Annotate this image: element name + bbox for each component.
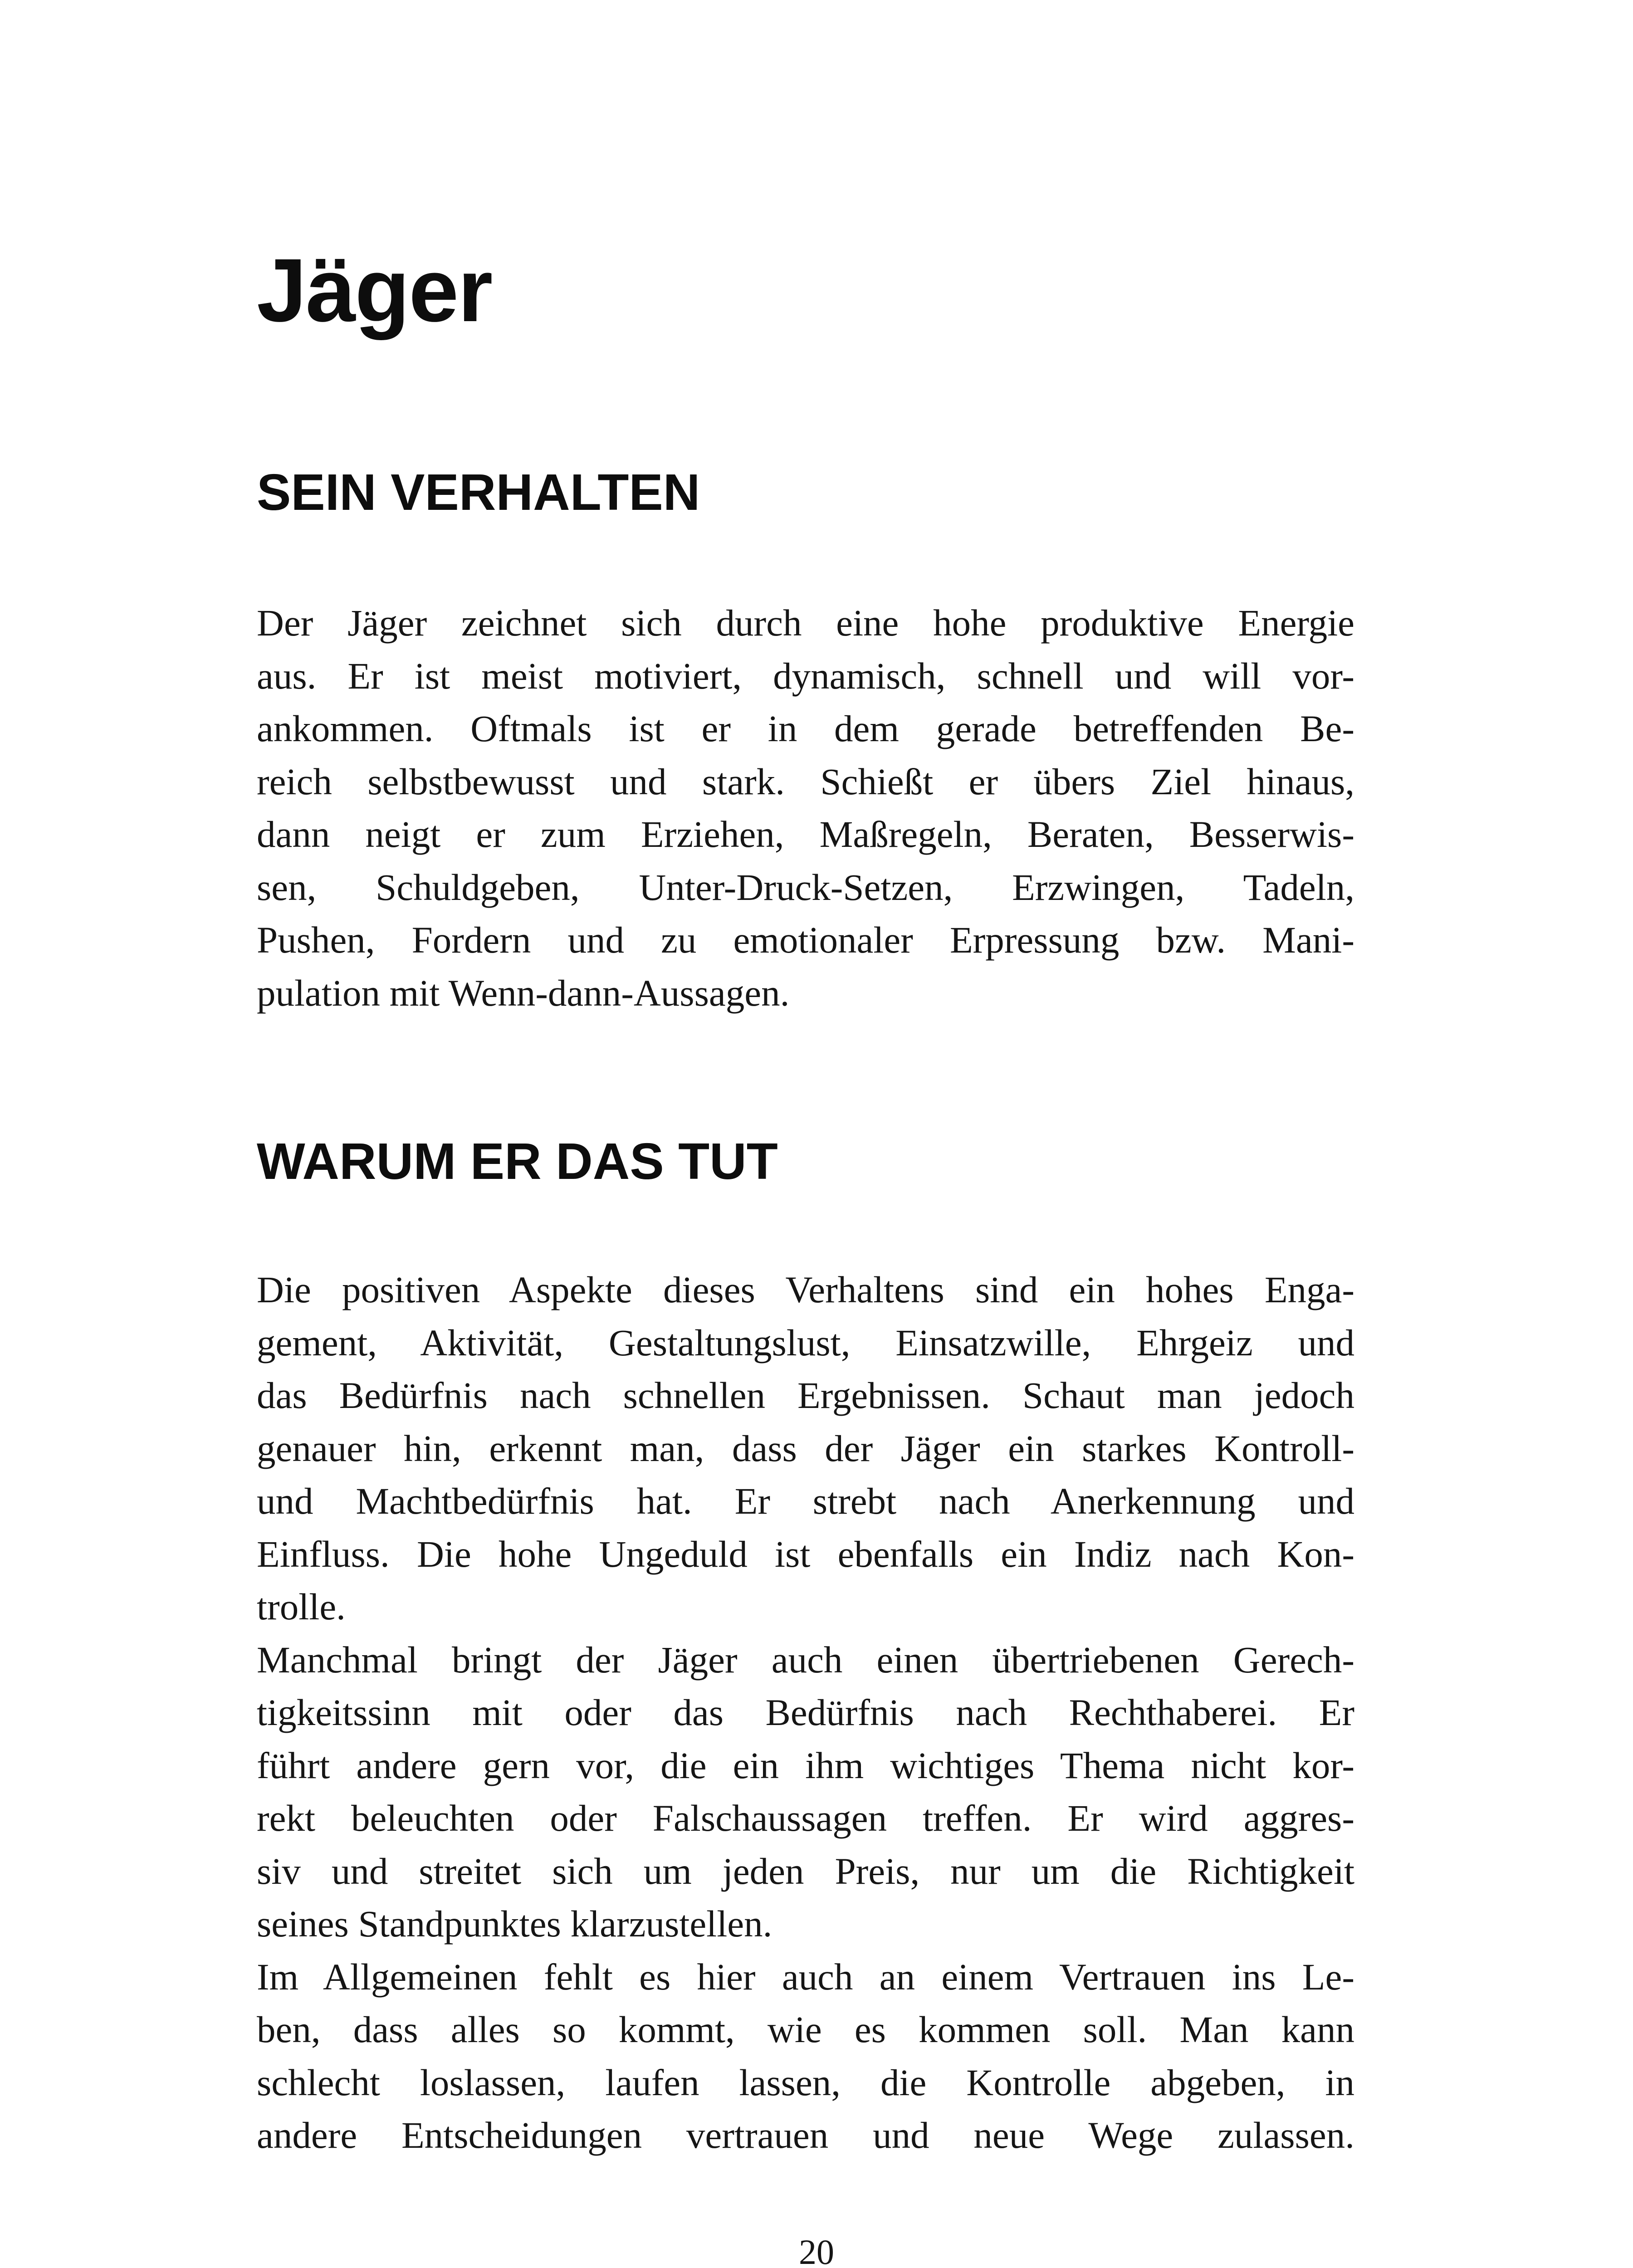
text-line: und Machtbedürfnis hat. Er strebt nach Anerkennung und (257, 1480, 1354, 1522)
text-line: ankommen. Oftmals ist er in dem gerade betreffenden Be- (257, 708, 1354, 749)
text-line: gement, Aktivität, Gestaltungslust, Einsatzwille, Ehrgeiz und (257, 1321, 1354, 1364)
text-line: das Bedürfnis nach schnellen Ergebnissen. Schaut man jedoch (257, 1374, 1354, 1416)
text-line: schlecht loslassen, laufen lassen, die Kontrolle abgeben, in (257, 2061, 1354, 2103)
section-heading-sein-verhalten: SEIN VERHALTEN (257, 464, 700, 521)
section-body-sein-verhalten (257, 596, 1354, 1019)
text-line: trolle. (257, 1586, 346, 1628)
page-number: 20 (799, 2232, 834, 2268)
text-line: tigkeitssinn mit oder das Bedürfnis nach Rechthaberei. Er (257, 1691, 1354, 1733)
text-line: siv und streitet sich um jeden Preis, nur um die Richtigkeit (257, 1850, 1354, 1892)
text-line: Der Jäger zeichnet sich durch eine hohe produktive Energie (257, 602, 1354, 644)
text-line: aus. Er ist meist motiviert, dynamisch, schnell und will vor- (257, 655, 1354, 697)
text-line: ben, dass alles so kommt, wie es kommen soll. Man kann (257, 2009, 1354, 2050)
section-body-warum-er-das-tut (257, 1263, 1354, 2162)
text-line: Einfluss. Die hohe Ungeduld ist ebenfalls ein Indiz nach Kon- (257, 1533, 1354, 1575)
text-line: genauer hin, erkennt man, dass der Jäger ein starkes Kontroll- (257, 1427, 1354, 1469)
text-line: andere Entscheidungen vertrauen und neue Wege zulassen. (257, 2114, 1354, 2156)
section-heading-warum-er-das-tut: WARUM ER DAS TUT (257, 1133, 778, 1190)
text-line: sen, Schuldgeben, Unter-Druck-Setzen, Erzwingen, Tadeln, (257, 866, 1354, 908)
text-line: Im Allgemeinen fehlt es hier auch an einem Vertrauen ins Le- (257, 1955, 1354, 1998)
text-line: dann neigt er zum Erziehen, Maßregeln, Beraten, Besserwis- (257, 813, 1354, 855)
text-line: rekt beleuchten oder Falschaussagen treffen. Er wird aggres- (257, 1797, 1354, 1839)
chapter-title: Jäger (257, 240, 492, 340)
text-line: Pushen, Fordern und zu emotionaler Erpressung bzw. Mani- (257, 919, 1354, 961)
text-line: Manchmal bringt der Jäger auch einen übertriebenen Gerech- (257, 1638, 1354, 1681)
text-line: führt andere gern vor, die ein ihm wichtiges Thema nicht kor- (257, 1744, 1354, 1786)
text-line: Die positiven Aspekte dieses Verhaltens sind ein hohes Enga- (257, 1269, 1354, 1310)
text-line: pulation mit Wenn-dann-Aussagen. (257, 972, 790, 1014)
text-line: reich selbstbewusst und stark. Schießt er übers Ziel hinaus, (257, 760, 1354, 802)
text-line: seines Standpunktes klarzustellen. (257, 1903, 772, 1945)
